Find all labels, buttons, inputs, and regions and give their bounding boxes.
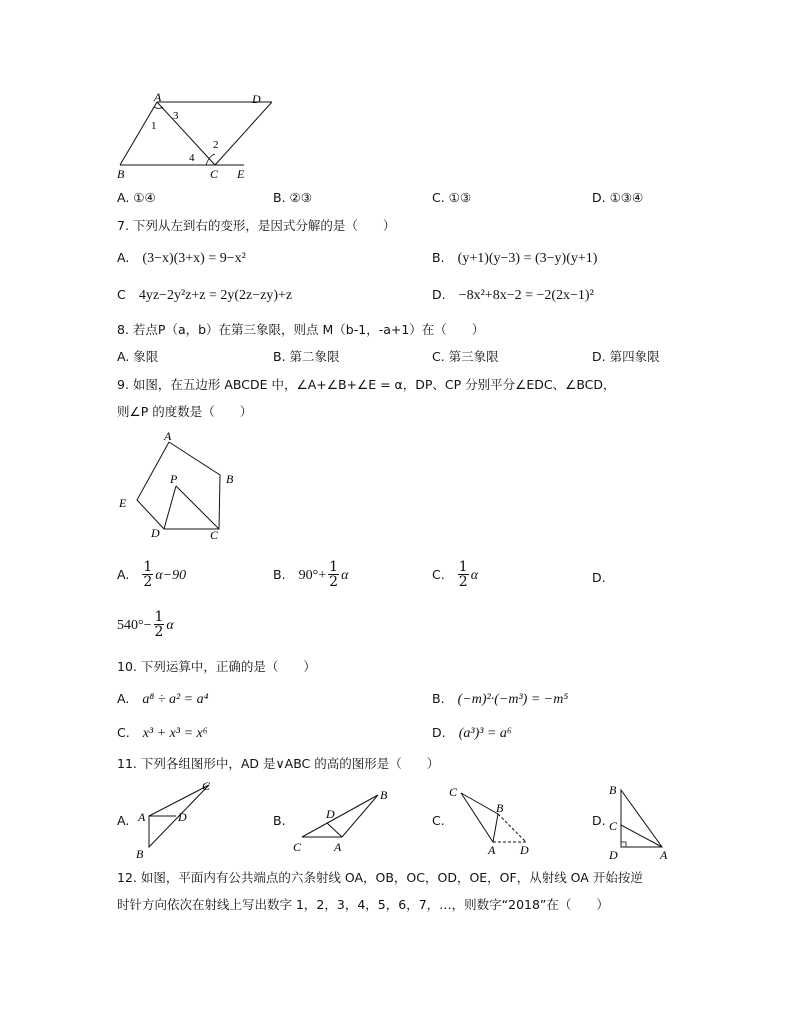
fig1-angle-2: 2 [213, 139, 219, 151]
q7-b-letter: B. [432, 250, 445, 265]
pentagon-label-D: D [151, 526, 160, 540]
fig1-label-E: E [237, 167, 245, 181]
fig1-label-D: D [252, 92, 261, 106]
pentagon-label-C: C [210, 528, 219, 542]
q9-c-tail: α [470, 568, 479, 583]
q9-option-c [432, 560, 478, 589]
q9-b-num: 1 [329, 559, 339, 575]
q7-a-expr: (3−x)(3+x) = 9−x² [142, 251, 246, 266]
q9-d-num: 1 [154, 609, 164, 625]
q11d-label-D: D [609, 848, 618, 862]
q11a-label-C: C [202, 779, 211, 793]
q7-option-d [432, 284, 594, 304]
q9-stem-line1: 9. 如图，在五边形 ABCDE 中，∠A+∠B+∠E = α，DP、CP 分别平分∠EDC、∠BCD， [117, 377, 616, 392]
q10-a-letter: A. [117, 691, 130, 706]
q11c-label-B: B [496, 801, 504, 815]
q8-stem: 8. 若点P（a，b）在第三象限，则点 M（b-1，-a+1）在（ ） [117, 322, 485, 337]
q6-option-c: C. ①③ [432, 190, 472, 205]
fig1-angle-4: 4 [189, 152, 195, 164]
pentagon-label-A: A [164, 429, 172, 443]
q9-d-den: 2 [154, 624, 164, 640]
q10-c-letter: C. [117, 725, 130, 740]
q9-option-b [273, 560, 348, 589]
q9-a-num: 1 [143, 559, 153, 575]
q9-d-tail: α [166, 618, 174, 633]
q9-a-tail: α−90 [155, 568, 187, 583]
q10-stem: 10. 下列运算中，正确的是（ ） [117, 659, 316, 674]
q9-b-fraction [328, 560, 339, 589]
q10-d-letter: D. [432, 725, 446, 740]
q12-line2: 时针方向依次在射线上写出数字 1，2，3，4，5，6，7，…，则数字“2018”在（ ） [117, 897, 609, 912]
q7-b-expr: (y+1)(y−3) = (3−y)(y+1) [457, 251, 598, 266]
q11-figure-d [604, 780, 679, 862]
q11c-label-C: C [449, 785, 458, 799]
q9-stem-line2: 则∠P 的度数是（ ） [117, 404, 253, 419]
q11-option-a-letter: A. [117, 813, 130, 828]
q7-option-a [117, 247, 246, 267]
q9-a-letter: A. [117, 567, 130, 582]
q9-c-letter: C. [432, 567, 445, 582]
q8-option-b: B. 第二象限 [273, 349, 340, 364]
q11c-label-D: D [520, 843, 529, 857]
parallelogram-figure [112, 90, 272, 182]
q11-figure-c [446, 780, 536, 860]
q11d-label-C: C [609, 819, 618, 833]
q9-b-head: 90°+ [298, 568, 327, 583]
q8-option-c: C. 第三象限 [432, 349, 499, 364]
fig1-angle-1: 1 [151, 120, 157, 132]
q6-option-a: A. ①④ [117, 190, 156, 205]
q9-c-num: 1 [458, 559, 468, 575]
q11-option-c-letter: C. [432, 813, 445, 828]
q6-option-b: B. ②③ [273, 190, 312, 205]
q9-d-letter: D. [592, 570, 606, 585]
q11a-label-B: B [136, 847, 144, 860]
q9-d-fraction [154, 610, 165, 639]
q10-b-letter: B. [432, 691, 445, 706]
q9-c-den: 2 [458, 574, 468, 590]
q11-figure-b [290, 785, 400, 855]
q9-d-head: 540°− [117, 618, 152, 633]
q11a-label-A: A [138, 810, 146, 824]
fig1-label-B: B [117, 167, 125, 181]
fig1-label-A: A [154, 90, 162, 104]
pentagon-label-P: P [170, 472, 178, 486]
fig1-label-C: C [210, 167, 219, 181]
q9-b-tail: α [341, 568, 349, 583]
q7-c-expr: 4yz−2y²z+z = 2y(2z−zy)+z [138, 288, 293, 303]
q6-option-d: D. ①③④ [592, 190, 644, 205]
q11b-label-D: D [326, 807, 335, 821]
q10-option-a [117, 688, 208, 708]
q11d-label-A: A [660, 848, 668, 862]
pentagon-figure [112, 425, 242, 545]
q8-option-a: A. 象限 [117, 349, 159, 364]
q11b-label-C: C [293, 840, 302, 854]
q10-a-expr: a⁸ ÷ a² = a⁴ [142, 692, 209, 707]
q10-b-expr: (−m)²·(−m³) = −m⁵ [457, 692, 569, 707]
q7-d-expr: −8x²+8x−2 = −2(2x−1)² [458, 288, 594, 303]
q9-a-den: 2 [143, 574, 153, 590]
q7-option-c [117, 284, 292, 304]
fig1-angle-3: 3 [173, 110, 179, 122]
q11b-label-B: B [380, 788, 388, 802]
q7-option-b [432, 247, 597, 267]
q8-option-d: D. 第四象限 [592, 349, 660, 364]
q11-figure-a [132, 776, 217, 860]
q11c-label-A: A [488, 843, 496, 857]
q10-d-expr: (a³)³ = a⁶ [458, 726, 512, 741]
q7-c-letter: C [117, 287, 126, 302]
q10-option-b [432, 688, 568, 708]
q11-option-b-letter: B. [273, 813, 286, 828]
pentagon-label-E: E [119, 496, 127, 510]
pentagon-label-B: B [226, 472, 234, 486]
q9-a-fraction [142, 560, 153, 589]
q9-b-letter: B. [273, 567, 286, 582]
q11d-label-B: B [609, 783, 617, 797]
q9-option-d [117, 610, 174, 639]
q10-option-c [117, 722, 208, 742]
q7-a-letter: A. [117, 250, 130, 265]
q11a-label-D: D [178, 810, 187, 824]
q11b-label-A: A [334, 840, 342, 854]
q11-option-d-letter: D. [592, 813, 606, 828]
q9-option-a [117, 560, 186, 589]
q10-option-d [432, 722, 512, 742]
q7-stem: 7. 下列从左到右的变形，是因式分解的是（ ） [117, 218, 396, 233]
q9-c-fraction [458, 560, 469, 589]
q12-line1: 12. 如图，平面内有公共端点的六条射线 OA，OB，OC，OD，OE，OF，从射线 OA 开始按逆 [117, 870, 643, 885]
q11-stem: 11. 下列各组图形中，AD 是∨ABC 的高的图形是（ ） [117, 756, 440, 771]
q9-b-den: 2 [329, 574, 339, 590]
q7-d-letter: D. [432, 287, 446, 302]
q10-c-expr: x³ + x³ = x⁶ [142, 726, 208, 741]
